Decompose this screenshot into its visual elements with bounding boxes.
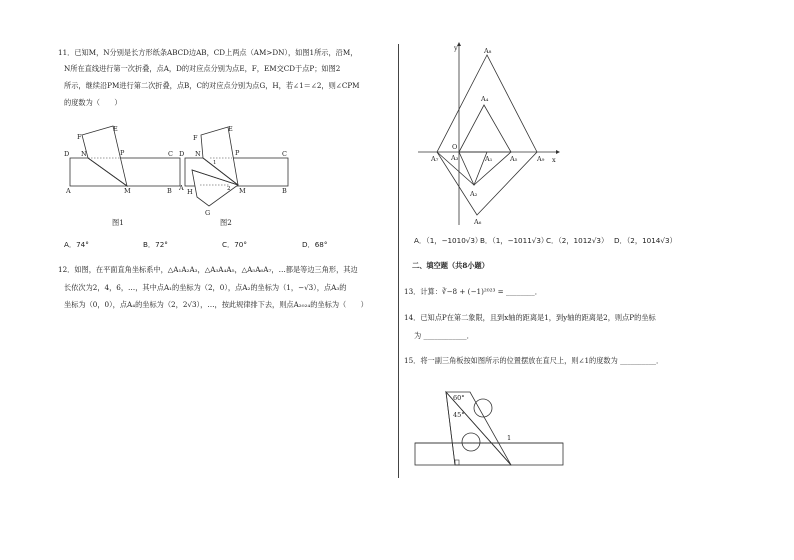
label-O: O (452, 143, 458, 151)
fig1-label-F: F (77, 133, 82, 141)
q12-option-a: A．（1，−1010√3） (414, 236, 483, 245)
fig1-label-A: A (66, 187, 71, 195)
q15-text: 15．将一副三角板按如图所示的位置摆放在直尺上，则∠1的度数为 __________． (404, 356, 664, 365)
fig2-caption: 图2 (220, 218, 232, 227)
q11-line-2: N所在直线进行第一次折叠，点A，D的对应点分别为点E，F，EM交CD于点P；如图2 (64, 64, 341, 73)
triangle-45 (446, 392, 511, 465)
q13-text: 13．计算：∛−8 + (−1)²⁰²³ = ________． (404, 287, 542, 296)
fig2-label-G: G (205, 209, 211, 217)
q11-line-1: 11．已知M，N分别是长方形纸条ABCD边AB，CD上两点（AM>DN），如图1所示，沿M， (58, 48, 358, 57)
fig2-label-A: A (179, 184, 184, 192)
ruler-hole-upper (474, 399, 492, 417)
fig1-caption: 图1 (112, 218, 124, 227)
angle-45-label: 45° (453, 411, 465, 419)
ruler-hole-lower (462, 433, 480, 451)
fig2-label-P: P (235, 149, 240, 157)
label-A7: A₇ (431, 155, 439, 163)
label-A1: A₁ (485, 155, 493, 163)
fig2-label-angle1: 1 (213, 160, 217, 166)
fig2-label-E: E (228, 125, 233, 133)
q12-option-d: D．（2，1014√3） (614, 236, 677, 245)
fig2-label-F: F (193, 134, 198, 142)
q11-option-c: C．70° (222, 240, 247, 249)
fig1-label-P: P (120, 149, 125, 157)
q12-line-1: 12．如图，在平面直角坐标系中，△A₁A₂A₃，△A₃A₄A₅，△A₅A₆A₇，…都是等边三角形，其边 (58, 265, 358, 274)
label-A5: A₅ (510, 155, 518, 163)
q11-line-4: 的度数为（ ） (64, 98, 122, 107)
label-y: y (454, 44, 458, 52)
label-A8: A₈ (484, 47, 492, 55)
label-A9: A₉ (537, 155, 545, 163)
fig2-label-M: M (239, 187, 246, 195)
fig1-label-M: M (124, 187, 131, 195)
fig2-label-C: C (282, 150, 287, 158)
ruler (415, 443, 563, 465)
fig1-label-E: E (113, 125, 118, 133)
label-A2: A₂ (470, 190, 478, 198)
label-A6: A₆ (474, 218, 482, 226)
q11-option-d: D．68° (302, 240, 328, 249)
fig2-label-B: B (282, 187, 287, 195)
q12-option-c: C．（2，1012√3） (546, 236, 609, 245)
fig1-label-N: N (81, 150, 87, 158)
q11-line-3: 所示，继续沿PM进行第二次折叠，点B，C的对应点分别为点G，H，若∠1＝∠2，则∠CPM (64, 81, 360, 90)
q12-option-b: B．（1，−1011√3） (480, 236, 549, 245)
section-2-heading: 二、填空题（共8小题） (412, 261, 489, 270)
q12-line-3: 坐标为（0，0），点A₄的坐标为（2，2√3），…，按此规律排下去，则点A₂₀₂₄的坐标为（ ） (64, 300, 368, 309)
label-A3: A₃ (451, 154, 459, 162)
fig2-label-H: H (187, 188, 193, 196)
fig1-label-C: C (168, 150, 173, 158)
fig2-label-D: D (179, 150, 185, 158)
fig1-label-B: B (167, 187, 172, 195)
fig2-label-angle2: 2 (227, 186, 231, 192)
label-A4: A₄ (481, 95, 489, 103)
fig1-label-D: D (64, 150, 70, 158)
q11-option-b: B．72° (143, 240, 168, 249)
fig2-label-N: N (195, 150, 201, 158)
angle-60-label: 60° (453, 394, 465, 402)
q12-line-2: 长依次为2，4，6，…，其中点A₁的坐标为（2，0），点A₂的坐标为（1，−√3），点A₃的 (64, 283, 347, 292)
label-x: x (552, 156, 556, 164)
q14-line-2: 为 ____________． (414, 331, 474, 340)
angle-1-label: 1 (507, 434, 512, 442)
q11-option-a: A．74° (64, 240, 89, 249)
q14-line-1: 14．已知点P在第二象限，且到x轴的距离是1，到y轴的距离是2，则点P的坐标 (404, 313, 656, 322)
